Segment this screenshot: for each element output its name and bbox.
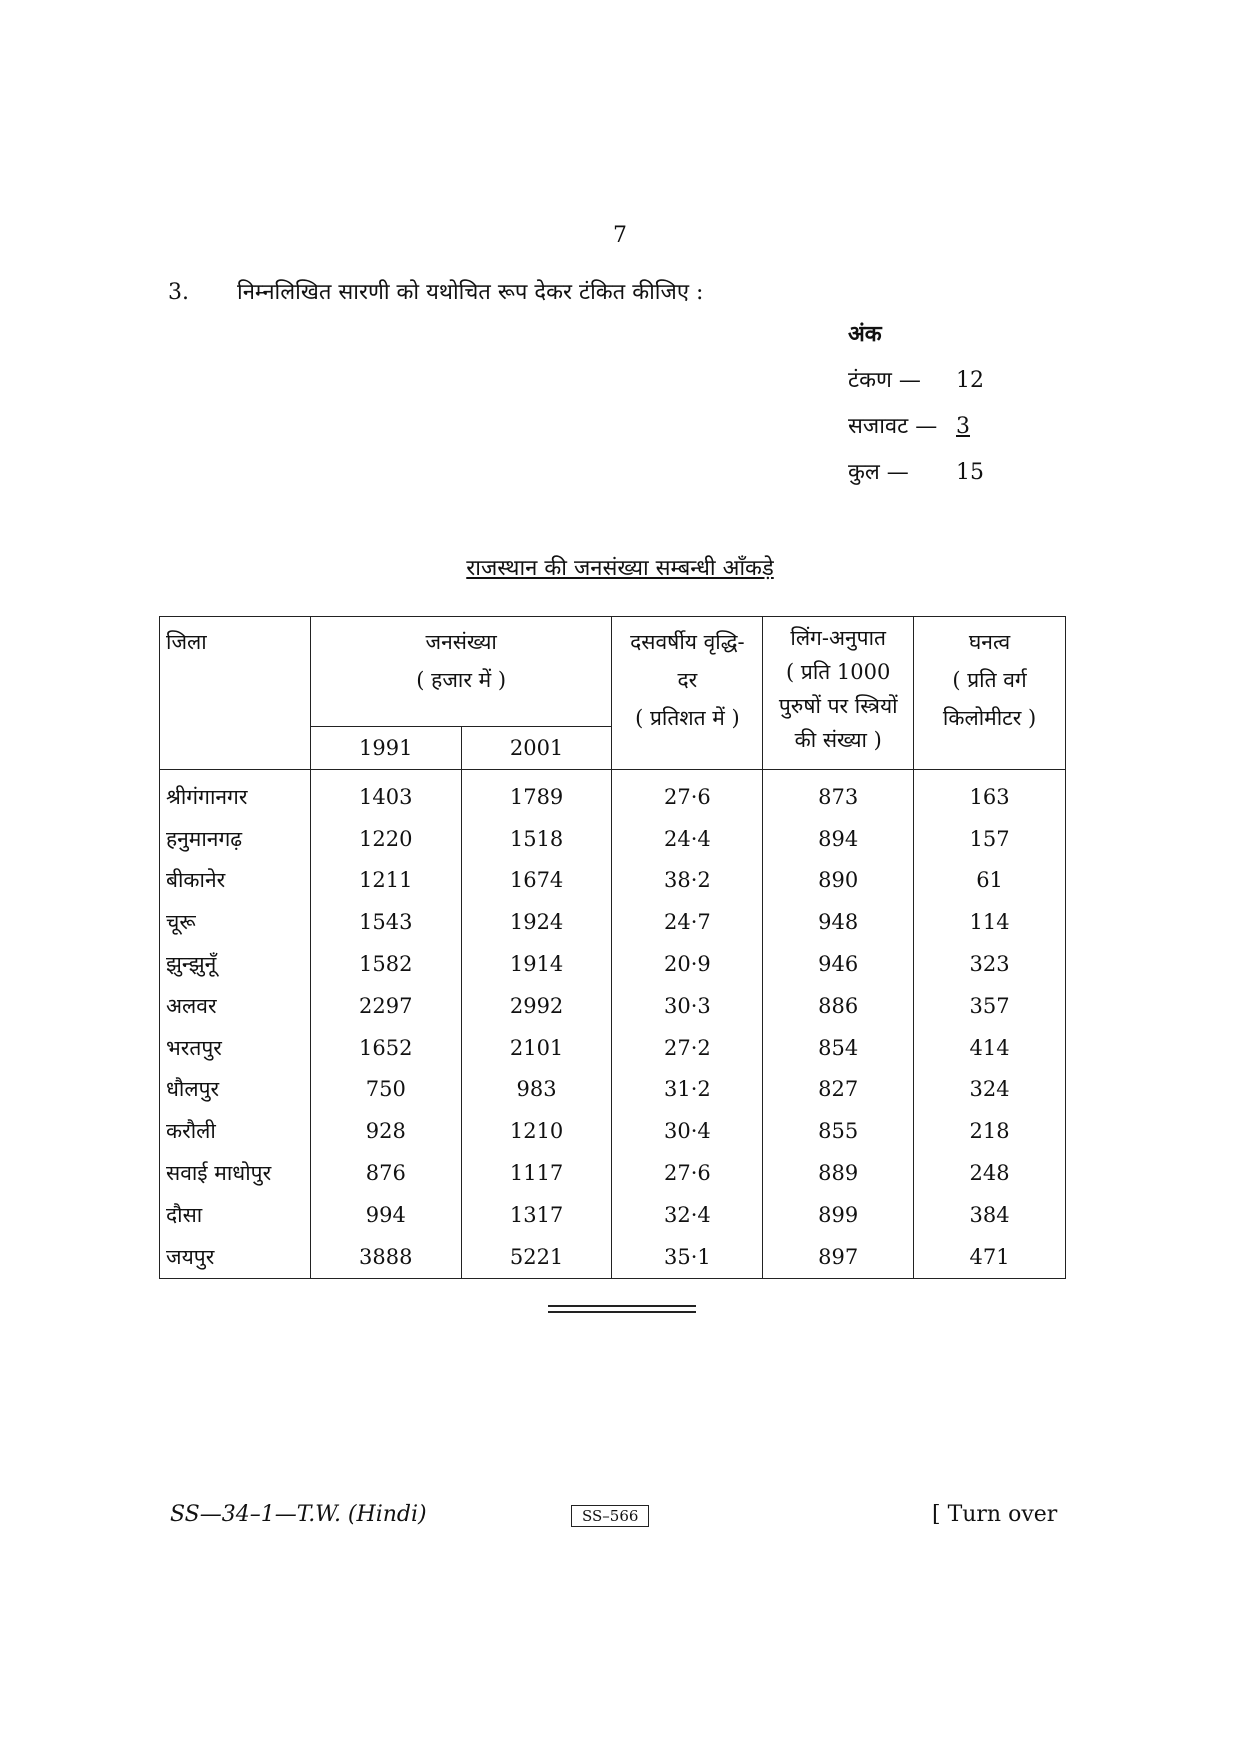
header-density-line: ( प्रति वर्ग [952, 668, 1027, 692]
cell-pop-2001: 1518 [461, 818, 612, 860]
cell-pop-2001: 2101 [461, 1027, 612, 1069]
cell-district: चूरू [160, 901, 311, 943]
table-row [160, 901, 1066, 943]
cell-district: जयपुर [160, 1236, 311, 1278]
table-header-row [160, 617, 1066, 770]
cell-growth-rate: 24·7 [612, 901, 763, 943]
cell-density: 384 [914, 1194, 1066, 1236]
header-sex-ratio-line: ( प्रति 1000 [786, 660, 891, 684]
cell-sex-ratio: 886 [763, 985, 914, 1027]
cell-pop-2001: 1317 [461, 1194, 612, 1236]
table-row [160, 943, 1066, 985]
page-number: 7 [613, 223, 627, 248]
cell-sex-ratio: 873 [763, 770, 914, 818]
cell-pop-2001: 1924 [461, 901, 612, 943]
cell-growth-rate: 30·4 [612, 1110, 763, 1152]
cell-sex-ratio: 827 [763, 1069, 914, 1111]
question-text: निम्नलिखित सारणी को यथोचित रूप देकर टंकित कीजिए : [237, 280, 704, 305]
cell-pop-2001: 5221 [461, 1236, 612, 1278]
cell-district: श्रीगंगानगर [160, 770, 311, 818]
marks-box [848, 318, 984, 502]
marks-value: 3 [956, 414, 970, 439]
cell-sex-ratio: 889 [763, 1152, 914, 1194]
cell-growth-rate: 30·3 [612, 985, 763, 1027]
cell-district: अलवर [160, 985, 311, 1027]
cell-density: 114 [914, 901, 1066, 943]
cell-growth-rate: 35·1 [612, 1236, 763, 1278]
population-table [159, 616, 1066, 1279]
table-row [160, 860, 1066, 902]
cell-density: 163 [914, 770, 1066, 818]
cell-density: 471 [914, 1236, 1066, 1278]
cell-density: 157 [914, 818, 1066, 860]
header-population-label: जनसंख्या [425, 630, 497, 654]
cell-pop-2001: 2992 [461, 985, 612, 1027]
marks-row-decoration [848, 410, 984, 456]
cell-district: करौली [160, 1110, 311, 1152]
cell-district: बीकानेर [160, 860, 311, 902]
cell-pop-1991: 3888 [310, 1236, 461, 1278]
header-density [914, 617, 1066, 770]
cell-pop-1991: 1652 [310, 1027, 461, 1069]
cell-growth-rate: 32·4 [612, 1194, 763, 1236]
header-growth-line: ( प्रतिशत में ) [635, 706, 740, 730]
cell-pop-2001: 1117 [461, 1152, 612, 1194]
cell-growth-rate: 31·2 [612, 1069, 763, 1111]
table-row [160, 1194, 1066, 1236]
marks-value: 15 [956, 460, 984, 485]
table-row [160, 1069, 1066, 1111]
footer-series-code: SS–566 [571, 1505, 649, 1527]
header-sex-ratio-line: की संख्या ) [794, 728, 882, 752]
header-year-2001: 2001 [509, 736, 564, 760]
header-district [160, 617, 311, 770]
header-growth-line: दसवर्षीय वृद्धि- [630, 630, 745, 654]
cell-density: 61 [914, 860, 1066, 902]
cell-pop-2001: 1674 [461, 860, 612, 902]
header-density-line: घनत्व [968, 630, 1011, 654]
cell-district: दौसा [160, 1194, 311, 1236]
table-row [160, 985, 1066, 1027]
header-sex-ratio-line: लिंग-अनुपात [790, 626, 887, 650]
cell-sex-ratio: 899 [763, 1194, 914, 1236]
cell-sex-ratio: 897 [763, 1236, 914, 1278]
table-row [160, 818, 1066, 860]
cell-district: धौलपुर [160, 1069, 311, 1111]
cell-pop-2001: 983 [461, 1069, 612, 1111]
cell-pop-1991: 1211 [310, 860, 461, 902]
cell-growth-rate: 20·9 [612, 943, 763, 985]
end-double-rule [548, 1305, 696, 1313]
cell-density: 357 [914, 985, 1066, 1027]
header-year-1991: 1991 [311, 727, 462, 769]
table-row [160, 1152, 1066, 1194]
cell-density: 323 [914, 943, 1066, 985]
cell-pop-1991: 1403 [310, 770, 461, 818]
cell-pop-1991: 1543 [310, 901, 461, 943]
marks-label: कुल — [848, 460, 909, 485]
cell-pop-1991: 994 [310, 1194, 461, 1236]
cell-sex-ratio: 946 [763, 943, 914, 985]
cell-sex-ratio: 948 [763, 901, 914, 943]
table-row [160, 1110, 1066, 1152]
cell-pop-1991: 876 [310, 1152, 461, 1194]
marks-row-total [848, 456, 984, 502]
header-district-label: जिला [166, 630, 207, 654]
cell-growth-rate: 24·4 [612, 818, 763, 860]
table-title: राजस्थान की जनसंख्या सम्बन्धी आँकड़े [466, 556, 774, 581]
table-body [160, 770, 1066, 1279]
cell-growth-rate: 38·2 [612, 860, 763, 902]
header-sex-ratio-line: पुरुषों पर स्त्रियों [778, 694, 898, 718]
marks-label: सजावट — [848, 414, 938, 439]
cell-district: भरतपुर [160, 1027, 311, 1069]
cell-growth-rate: 27·6 [612, 770, 763, 818]
cell-growth-rate: 27·6 [612, 1152, 763, 1194]
cell-sex-ratio: 890 [763, 860, 914, 902]
footer-paper-code: SS—34–1—T.W. (Hindi) [170, 1502, 427, 1527]
cell-sex-ratio: 894 [763, 818, 914, 860]
cell-pop-1991: 928 [310, 1110, 461, 1152]
cell-pop-2001: 1914 [461, 943, 612, 985]
cell-pop-2001: 1789 [461, 770, 612, 818]
header-density-line: किलोमीटर ) [942, 706, 1037, 730]
cell-pop-1991: 1582 [310, 943, 461, 985]
cell-density: 414 [914, 1027, 1066, 1069]
table-row [160, 1027, 1066, 1069]
question [168, 276, 703, 306]
question-number: 3. [168, 280, 189, 305]
cell-pop-1991: 750 [310, 1069, 461, 1111]
cell-sex-ratio: 855 [763, 1110, 914, 1152]
header-population [310, 617, 612, 770]
header-growth-line: दर [677, 668, 698, 692]
table-row [160, 770, 1066, 818]
footer-turn-over: [ Turn over [932, 1502, 1058, 1527]
cell-density: 248 [914, 1152, 1066, 1194]
header-growth [612, 617, 763, 770]
table-row [160, 1236, 1066, 1278]
cell-density: 324 [914, 1069, 1066, 1111]
cell-district: हनुमानगढ़ [160, 818, 311, 860]
cell-district: झुन्झुनूँ [160, 943, 311, 985]
cell-density: 218 [914, 1110, 1066, 1152]
marks-value: 12 [956, 368, 984, 393]
header-population-unit: ( हजार में ) [416, 668, 507, 692]
marks-label: टंकण — [848, 368, 921, 393]
cell-sex-ratio: 854 [763, 1027, 914, 1069]
cell-district: सवाई माधोपुर [160, 1152, 311, 1194]
cell-pop-1991: 1220 [310, 818, 461, 860]
marks-heading: अंक [848, 321, 882, 347]
cell-pop-1991: 2297 [310, 985, 461, 1027]
cell-growth-rate: 27·2 [612, 1027, 763, 1069]
cell-pop-2001: 1210 [461, 1110, 612, 1152]
marks-row-typing [848, 364, 984, 410]
header-sex-ratio [763, 617, 914, 770]
